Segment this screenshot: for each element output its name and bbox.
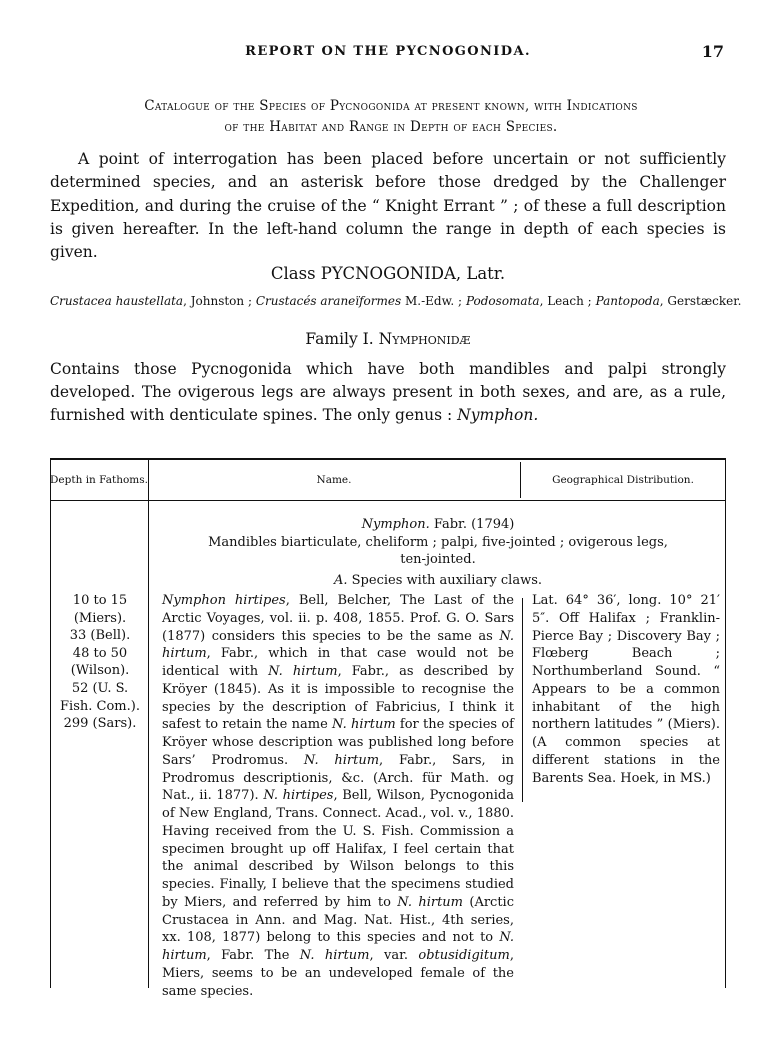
family-name: Nymphonidæ bbox=[378, 330, 471, 348]
synonym-name: Crustacés araneïformes bbox=[255, 294, 402, 308]
entry-text: , Fabr., as described by Kröyer (1845). As it is impossible to recognise the species by the description of Fabricius, I think it safest to retain the name bbox=[162, 664, 514, 733]
class-synonyms bbox=[50, 294, 742, 308]
entry-text: , Miers, seems to be an undeveloped female of the same species. bbox=[162, 948, 514, 999]
species-name: N. hirtum bbox=[303, 752, 380, 768]
synonym-author: , Gerstæcker. bbox=[659, 294, 742, 308]
genus-diagnosis-line2: ten-jointed. bbox=[400, 552, 476, 567]
entry-text: , Fabr., Sars, in Prodromus descriptionis, &c. (Arch. für Math. og Nat., ii. 1877). bbox=[162, 752, 515, 804]
depth-line: (Miers). bbox=[73, 610, 127, 626]
depth-line: (Wilson). bbox=[70, 663, 130, 679]
entry-text: for the species of Kröyer whose description was published long before Sars’ Prodromus. bbox=[162, 717, 514, 768]
subgroup-text: Species with auxiliary claws. bbox=[347, 572, 543, 588]
entry-text: , Fabr., which in that case would not be identical with bbox=[162, 646, 514, 679]
catalogue-title bbox=[56, 96, 726, 138]
genus-author: Fabr. (1794) bbox=[429, 517, 515, 532]
family-description bbox=[50, 358, 726, 427]
species-name: N. hirtum bbox=[162, 628, 514, 662]
class-heading: Class PYCNOGONIDA, Latr. bbox=[270, 264, 506, 283]
depth-line: 10 to 15 bbox=[72, 593, 128, 608]
species-name: Nymphon hirtipes bbox=[162, 593, 286, 608]
species-entry bbox=[162, 592, 514, 1000]
running-head: REPORT ON THE PYCNOGONIDA. bbox=[245, 44, 531, 59]
subgroup-letter: A. bbox=[333, 572, 348, 588]
family-heading bbox=[0, 330, 776, 348]
table-left-rule bbox=[50, 458, 51, 988]
synonym-name: Pantopoda bbox=[595, 294, 660, 308]
depth-line: Fish. Com.). bbox=[60, 698, 140, 714]
entry-text: , var. bbox=[369, 948, 419, 963]
catalogue-title-line1: Catalogue of the Species of Pycnogonida at present known, with Indications bbox=[144, 98, 638, 114]
genus-diagnosis-line1: Mandibles biarticulate, cheliform ; palpi, five-jointed ; ovigerous legs, bbox=[208, 534, 668, 550]
subgroup-heading bbox=[150, 572, 726, 590]
table-top-rule bbox=[50, 458, 726, 460]
table-depth-divider bbox=[148, 458, 149, 988]
table-geo-body-divider bbox=[522, 598, 523, 802]
species-name: obtusidigitum bbox=[418, 948, 510, 963]
genus-heading bbox=[150, 516, 726, 534]
synonym-author: , Johnston ; bbox=[183, 294, 252, 308]
depth-line: 299 (Sars). bbox=[63, 716, 137, 732]
name-column-header: Name. bbox=[316, 474, 352, 486]
geographical-distribution-cell: Lat. 64° 36′, long. 10° 21′ 5″. Off Halifax ; Franklin-Pierce Bay ; Discovery Bay ; Flœberg Beach ; Northumberland Sound. “ Appears to be a common inhabitant of the high northern latitudes ” (Miers). (A common species at different stations in the Barents Sea. Hoek, in MS.) bbox=[532, 593, 720, 786]
species-name: N. hirtum bbox=[299, 948, 370, 963]
depth-line: 48 to 50 bbox=[72, 645, 128, 661]
intro-paragraph: A point of interrogation has been placed before uncertain or not sufficiently determined species, and an asterisk before those dredged by the Challenger Expedition, and during the cruise of the “ Knight Errant ” ; of these a full description is given hereafter. In the left-hand column the range in depth of each species is given. bbox=[50, 150, 726, 262]
synonym-name: Crustacea haustellata bbox=[50, 294, 184, 308]
synonym-name: Podosomata bbox=[465, 294, 540, 308]
family-description-text: Contains those Pycnogonida which have both mandibles and palpi strongly developed. The ovigerous legs are always present in both sexes, and are, as a rule, furnished with denticulate spines. The only genus : bbox=[50, 360, 726, 424]
synonym-author: , Leach ; bbox=[539, 294, 592, 308]
species-name: N. hirtum bbox=[268, 664, 338, 679]
species-name: N. hirtum bbox=[397, 894, 464, 910]
entry-text: , Fabr. The bbox=[206, 948, 300, 963]
entry-text: , Bell, Wilson, Pycnogonida of New England, Trans. Connect. Acad., vol. v., 1880. Having received from the U. S. Fish. Commission a specimen brought up off Halifax, I feel certain that the animal described by Wilson belongs to this species. Finally, I believe that the specimens studied by Miers, and referred by him to bbox=[162, 788, 514, 910]
family-prefix: Family I. bbox=[305, 330, 374, 348]
depth-line: 52 (U. S. bbox=[71, 680, 129, 696]
family-description-genus: Nymphon. bbox=[457, 406, 539, 424]
species-name: N. hirtipes bbox=[263, 788, 334, 804]
genus-name: Nymphon. bbox=[361, 517, 430, 532]
entry-text: , Bell, Belcher, The Last of the Arctic Voyages, vol. ii. p. 408, 1855. Prof. G. O. Sars (1877) considers this species to be the same as bbox=[162, 593, 515, 644]
species-name: N. hirtum bbox=[162, 930, 514, 963]
table-header-rule bbox=[50, 500, 726, 501]
genus-block bbox=[150, 516, 726, 589]
geo-column-header: Geographical Distribution. bbox=[552, 474, 694, 486]
entry-text: (Arctic Crustacea in Ann. and Mag. Nat. Hist., 4th series, xx. 108, 1877) belong to this species and not to bbox=[162, 894, 514, 946]
depth-cell bbox=[54, 592, 146, 733]
page-number: 17 bbox=[701, 42, 724, 61]
depth-column-header: Depth in Fathoms. bbox=[50, 474, 148, 486]
depth-line: 33 (Bell). bbox=[69, 628, 131, 644]
synonym-author: M.-Edw. ; bbox=[401, 294, 463, 308]
catalogue-title-line2: of the Habitat and Range in Depth of each Species. bbox=[224, 119, 558, 135]
species-name: N. hirtum bbox=[332, 717, 396, 733]
